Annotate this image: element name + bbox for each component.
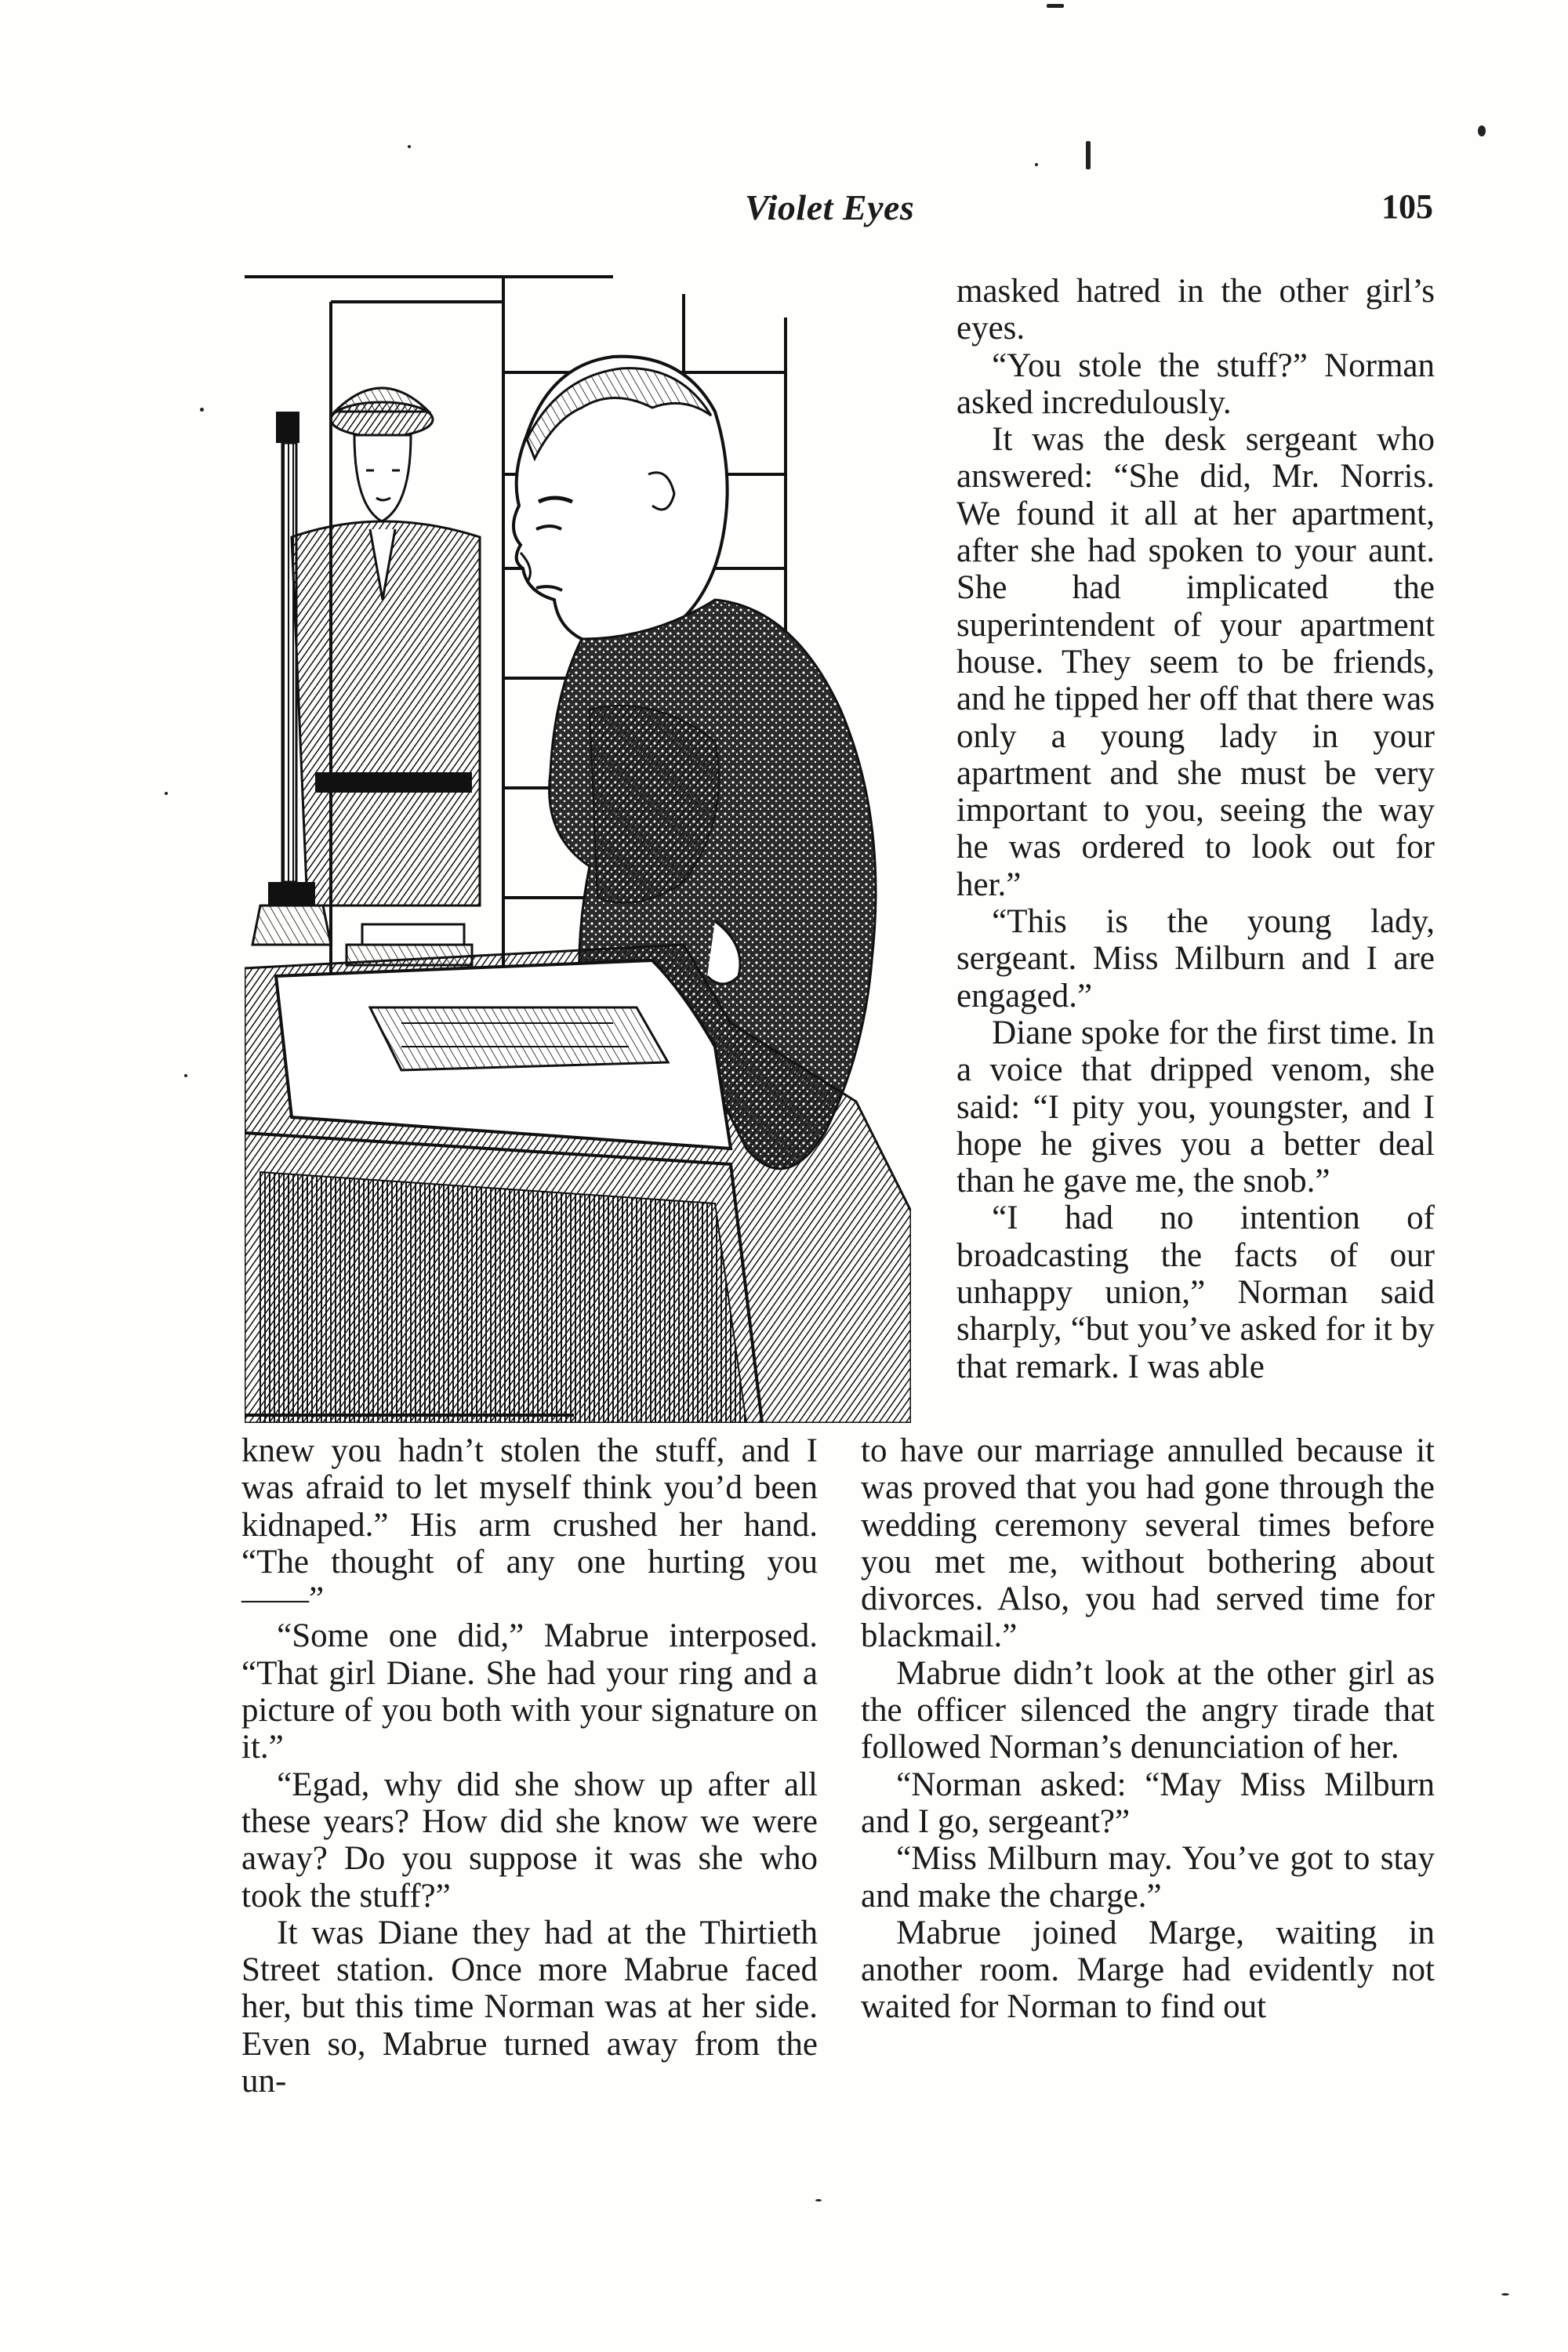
left-column-bottom xyxy=(241,1432,818,2100)
paragraph: “Miss Milburn may. You’ve got to stay and make the charge.” xyxy=(861,1840,1435,1915)
paragraph: “I had no intention of broadcasting the facts of our unhappy union,” Norman said sharply, “but you’ve asked for it by that remark. I was able xyxy=(956,1200,1435,1385)
scan-speck xyxy=(815,2199,822,2201)
scan-speck xyxy=(408,145,411,148)
paragraph: Mabrue joined Marge, waiting in another room. Marge had evidently not waited for Norman to find out xyxy=(861,1914,1435,2026)
right-column-top xyxy=(956,273,1435,1385)
paragraph: “Some one did,” Mabrue interposed. “That girl Diane. She had your ring and a picture of you both with your signature on it.” xyxy=(241,1617,818,1766)
paragraph: Mabrue didn’t look at the other girl as the officer silenced the angry tirade that followed Norman’s denunciation of her. xyxy=(861,1654,1435,1766)
paragraph: masked hatred in the other girl’s eyes. xyxy=(956,273,1435,347)
illustration-icon xyxy=(245,270,911,1423)
right-column-bottom xyxy=(861,1432,1435,2026)
paragraph: “You stole the stuff?” Norman asked incredulously. xyxy=(956,347,1435,421)
scan-speck xyxy=(1086,141,1091,169)
scan-speck xyxy=(165,792,168,795)
paragraph: “Egad, why did she show up after all these years? How did she know we were away? Do you suppose it was she who took the stuff?” xyxy=(241,1766,818,1915)
paragraph: Diane spoke for the first time. In a voice that dripped venom, she said: “I pity you, youngster, and I hope he gives you a better deal than he gave me, the snob.” xyxy=(956,1014,1435,1200)
scan-speck xyxy=(1478,125,1486,136)
paragraph: to have our marriage annulled because it was proved that you had gone through the wedding ceremony several times before you met me, without bothering about divorces. Also, you had served time for blackmail.” xyxy=(861,1432,1435,1655)
paragraph: “Norman asked: “May Miss Milburn and I go, sergeant?” xyxy=(861,1766,1435,1840)
scan-speck xyxy=(1501,2293,1509,2296)
paragraph: knew you hadn’t stolen the stuff, and I was afraid to let myself think you’d been kidnaped.” His arm crushed her hand. “The thought of any one hurting you——” xyxy=(241,1432,818,1618)
scan-speck xyxy=(184,1074,187,1077)
scan-speck xyxy=(1035,163,1038,166)
paragraph: “This is the young lady, sergeant. Miss Milburn and I are engaged.” xyxy=(956,903,1435,1014)
paragraph: It was the desk sergeant who answered: “She did, Mr. Norris. We found it all at her apartment, after she had spoken to your aunt. She had implicated the superintendent of your apartment house. They seem to be friends, and he tipped her off that there was only a young lady in your apartment and she must be very important to you, seeing the way he was ordered to look out for her.” xyxy=(956,421,1435,903)
scan-speck xyxy=(1047,4,1064,8)
running-title: Violet Eyes xyxy=(745,187,915,227)
scan-speck xyxy=(200,408,204,412)
page-number: 105 xyxy=(1381,187,1433,226)
paragraph: It was Diane they had at the Thirtieth Street station. Once more Mabrue faced her, but this time Norman was at her side. Even so, Mabrue turned away from the un- xyxy=(241,1914,818,2100)
